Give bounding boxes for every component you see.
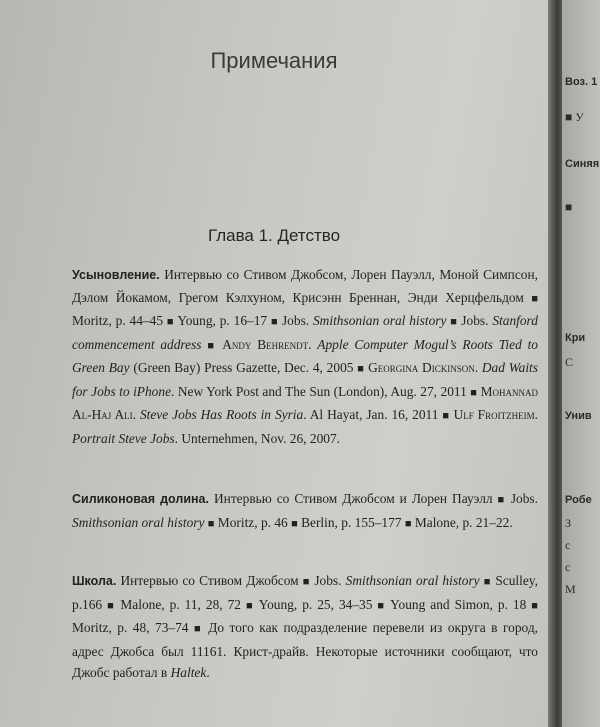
right-page-edge [562, 0, 600, 727]
bullet-icon: ■ [442, 410, 450, 422]
right-page-text: Синяя [565, 158, 600, 170]
right-page-text: З [565, 516, 572, 530]
bullet-icon: ■ [270, 316, 279, 328]
bullet-icon: ■ [357, 363, 365, 375]
right-page-text: Воз. 1 [565, 76, 598, 88]
bullet-icon: ■ [483, 576, 492, 588]
note-heading: Школа. [72, 574, 117, 588]
bullet-icon: ■ [107, 599, 116, 612]
right-page-text: Кри [565, 332, 586, 344]
bullet-icon: ■ [207, 517, 215, 530]
bullet-icon: ■ [193, 623, 203, 635]
bullet-icon: ■ [404, 517, 412, 530]
right-page-text: М [565, 582, 576, 596]
bullet-icon: ■ [291, 517, 298, 530]
bullet-icon: ■ [166, 316, 175, 328]
right-page-text: ■ У [565, 110, 584, 124]
right-page-text: с [565, 560, 571, 574]
page-title: Примечания [210, 48, 338, 73]
right-page-text: С [565, 355, 574, 369]
chapter-heading: Глава 1. Детство [207, 226, 341, 245]
note-adoption: Усыновление. Интервью со Стивом Джобсом, Лорен Пауэлл, Моной Симпсон, Дэлом Йокамом, Грегом Кэлхуном, Крисэнн Бреннан, Энди Херцфельдом ■ Moritz, p. 44–45 ■ Young, p. 16–17 ■ Jobs. Smithsonian oral history ■ Jobs. Stanford commencement address ■ Andy Behrendt. Apple Computer Mogul’s Roots Tied to Green Bay (Green Bay) Press Gazette, Dec. 4, 2005 ■ Georgina Dickinson. Dad Waits for Jobs to iPhone. New York Post and The Sun (London), Aug. 27, 2011 ■ Mohannad Al-Haj Ali. Steve Jobs Has Roots in Syria. Al Hayat, Jan. 16, 2011 ■ Ulf Froitzheim. Portrait Steve Jobs. Unternehmen, Nov. 26, 2007. [72, 267, 538, 446]
right-page-text: Робе [565, 494, 592, 506]
note-silicon-valley: Силиконовая долина. Интервью со Стивом Джобсом и Лорен Пауэлл ■ Jobs. Smithsonian oral history ■ Moritz, p. 46 ■ Berlin, p. 155–177 ■ Malone, p. 21–22. [72, 491, 538, 530]
note-heading: Усыновление. [72, 268, 160, 282]
bullet-icon: ■ [497, 494, 506, 506]
bullet-icon: ■ [531, 292, 538, 305]
right-page-text: Унив [565, 410, 592, 422]
bullet-icon: ■ [245, 599, 255, 612]
right-page-text: ■ [565, 200, 573, 214]
note-school: Школа. Интервью со Стивом Джобсом ■ Jobs. Smithsonian oral history ■ Sculley, p.166 ■ Malone, p. 11, 28, 72 ■ Young, p. 25, 34–35 ■ Young and Simon, p. 18 ■ Moritz, p. 48, 73–74 ■ До того как подразделение перевели из округа в город, адрес Джобса был 11161. Крист-драйв. Некоторые источники сообщают, что Джобс работал в Haltek. [72, 573, 538, 680]
bullet-icon: ■ [302, 576, 311, 588]
bullet-icon: ■ [450, 316, 458, 328]
bullet-icon: ■ [470, 386, 478, 399]
right-page-text: с [565, 538, 571, 552]
bullet-icon: ■ [531, 599, 538, 612]
bullet-icon: ■ [207, 339, 217, 352]
note-heading: Силиконовая долина. [72, 492, 209, 506]
bullet-icon: ■ [377, 599, 386, 612]
